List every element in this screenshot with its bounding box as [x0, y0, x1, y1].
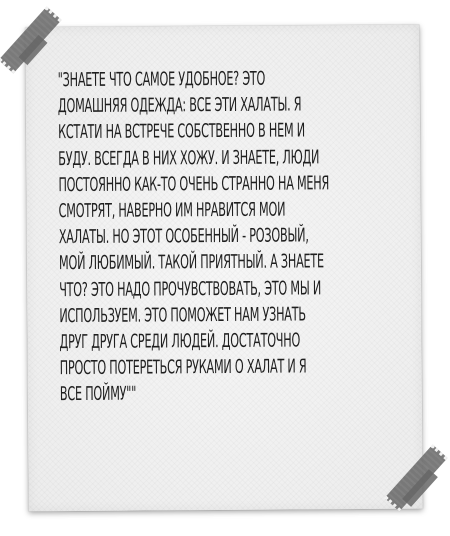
quote-line: "ЗНАЕТЕ ЧТО САМОЕ УДОБНОЕ? ЭТО [57, 67, 266, 92]
paper-note [25, 25, 422, 512]
quote-line: ДОМАШНЯЯ ОДЕЖДА: ВСЕ ЭТИ ХАЛАТЫ. Я [57, 93, 302, 118]
quote-line: БУДУ. ВСЕГДА В НИХ ХОЖУ. И ЗНАЕТЕ, ЛЮДИ [58, 145, 320, 170]
quote-line: СМОТРЯТ, НАВЕРНО ИМ НРАВИТСЯ МОИ [58, 198, 286, 223]
quote-line: ЧТО? ЭТО НАДО ПРОЧУВСТВОВАТЬ, ЭТО МЫ И [59, 276, 322, 301]
quote-line: ПОСТОЯННО КАК-ТО ОЧЕНЬ СТРАННО НА МЕНЯ [58, 172, 330, 196]
quote-line: ПРОСТО ПОТЕРЕТЬСЯ РУКАМИ О ХАЛАТ И Я [59, 355, 307, 380]
handwritten-quote [58, 65, 400, 408]
quote-line: КСТАТИ НА ВСТРЕЧЕ СОБСТВЕННО В НЕМ И [57, 119, 305, 144]
quote-line: ДРУГ ДРУГА СРЕДИ ЛЮДЕЙ. ДОСТАТОЧНО [59, 329, 301, 354]
quote-line: ИСПОЛЬЗУЕМ. ЭТО ПОМОЖЕТ НАМ УЗНАТЬ [59, 303, 306, 327]
quote-line: ВСЕ ПОЙМУ"" [59, 383, 137, 406]
quote-line: МОЙ ЛЮБИМЫЙ. ТАКОЙ ПРИЯТНЫЙ. А ЗНАЕТЕ [58, 250, 324, 275]
quote-line: ХАЛАТЫ. НО ЭТОТ ОСОБЕННЫЙ - РОЗОВЫЙ, [58, 224, 309, 249]
